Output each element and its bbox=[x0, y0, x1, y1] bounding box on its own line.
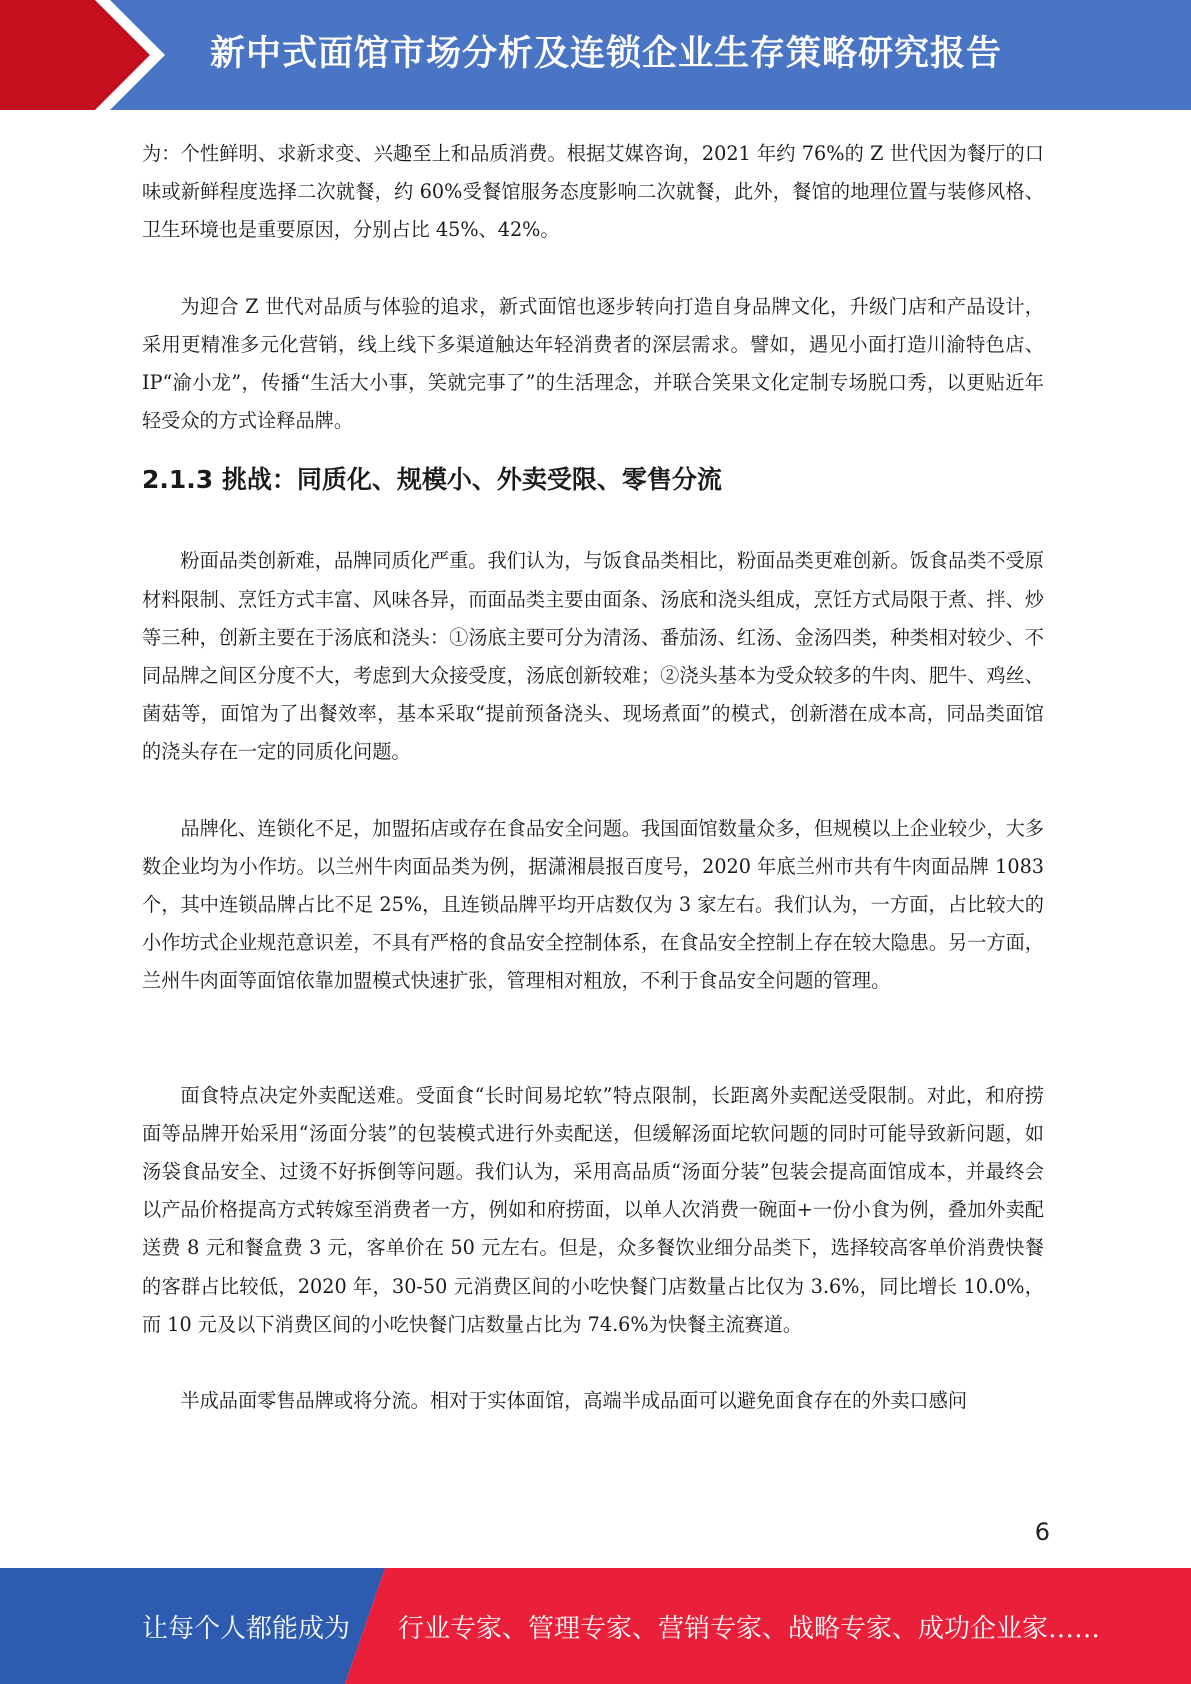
report-title: 新中式面馆市场分析及连锁企业生存策略研究报告 bbox=[210, 34, 1003, 74]
paragraph: 为迎合 Z 世代对品质与体验的追求，新式面馆也逐步转向打造自身品牌文化，升级门店和产品设计，采用更精准多元化营销，线上线下多渠道触达年轻消费者的深层需求。譬如，遇见小面打造川渝特色店、IP“渝小龙”，传播“生活大小事，笑就完事了”的生活理念，并联合笑果文化定制专场脱口秀，以更贴近年轻受众的方式诠释品牌。 bbox=[142, 294, 1044, 433]
header-banner bbox=[0, 0, 1191, 110]
page-number: 6 bbox=[1034, 1518, 1050, 1546]
paragraph: 品牌化、连锁化不足，加盟拓店或存在食品安全问题。我国面馆数量众多，但规模以上企业较少，大多数企业均为小作坊。以兰州牛肉面品类为例，据潇湘晨报百度号，2020 年底兰州市共有牛肉面品牌 1083 个，其中连锁品牌占比不足 25%，且连锁品牌平均开店数仅为 3 家左右。我们认为，一方面，占比较大的小作坊式企业规范意识差，不具有严格的食品安全控制体系，在食品安全控制上存在较大隐患。另一方面，兰州牛肉面等面馆依靠加盟模式快速扩张，管理相对粗放，不利于食品安全问题的管理。 bbox=[142, 816, 1044, 993]
page-content bbox=[142, 135, 1044, 1420]
paragraph: 面食特点决定外卖配送难。受面食“长时间易坨软”特点限制，长距离外卖配送受限制。对此，和府捞面等品牌开始采用“汤面分装”的包装模式进行外卖配送，但缓解汤面坨软问题的同时可能导致新问题，如汤袋食品安全、过烫不好拆倒等问题。我们认为，采用高品质“汤面分装”包装会提高面馆成本，并最终会以产品价格提高方式转嫁至消费者一方，例如和府捞面，以单人次消费一碗面+一份小食为例，叠加外卖配送费 8 元和餐盒费 3 元，客单价在 50 元左右。但是，众多餐饮业细分品类下，选择较高客单价消费快餐的客群占比较低，2020 年，30-50 元消费区间的小吃快餐门店数量占比仅为 3.6%，同比增长 10.0%，而 10 元及以下消费区间的小吃快餐门店数量占比为 74.6%为快餐主流赛道。 bbox=[142, 1083, 1044, 1336]
section-heading: 2.1.3 挑战：同质化、规模小、外卖受限、零售分流 bbox=[142, 465, 722, 495]
paragraph: 为：个性鲜明、求新求变、兴趣至上和品质消费。根据艾媒咨询，2021 年约 76%的 Z 世代因为餐厅的口味或新鲜程度选择二次就餐，约 60%受餐馆服务态度影响二次就餐，此外，餐馆的地理位置与装修风格、卫生环境也是重要原因，分别占比 45%、42%。 bbox=[142, 142, 1044, 242]
paragraph: 半成品面零售品牌或将分流。相对于实体面馆，高端半成品面可以避免面食存在的外卖口感问 bbox=[180, 1389, 968, 1413]
footer-slogan-left: 让每个人都能成为 bbox=[142, 1614, 351, 1644]
paragraph: 粉面品类创新难，品牌同质化严重。我们认为，与饭食品类相比，粉面品类更难创新。饭食品类不受原材料限制、烹饪方式丰富、风味各异，而面品类主要由面条、汤底和浇头组成，烹饪方式局限于煮、拌、炒等三种，创新主要在于汤底和浇头：①汤底主要可分为清汤、番茄汤、红汤、金汤四类，种类相对较少、不同品牌之间区分度不大，考虑到大众接受度，汤底创新较难；②浇头基本为受众较多的牛肉、肥牛、鸡丝、菌菇等，面馆为了出餐效率，基本采取“提前预备浇头、现场煮面”的模式，创新潜在成本高，同品类面馆的浇头存在一定的同质化问题。 bbox=[142, 549, 1044, 764]
footer-banner bbox=[0, 1568, 1191, 1684]
footer-slogan-right: 行业专家、管理专家、营销专家、战略专家、成功企业家…… bbox=[398, 1614, 1101, 1644]
